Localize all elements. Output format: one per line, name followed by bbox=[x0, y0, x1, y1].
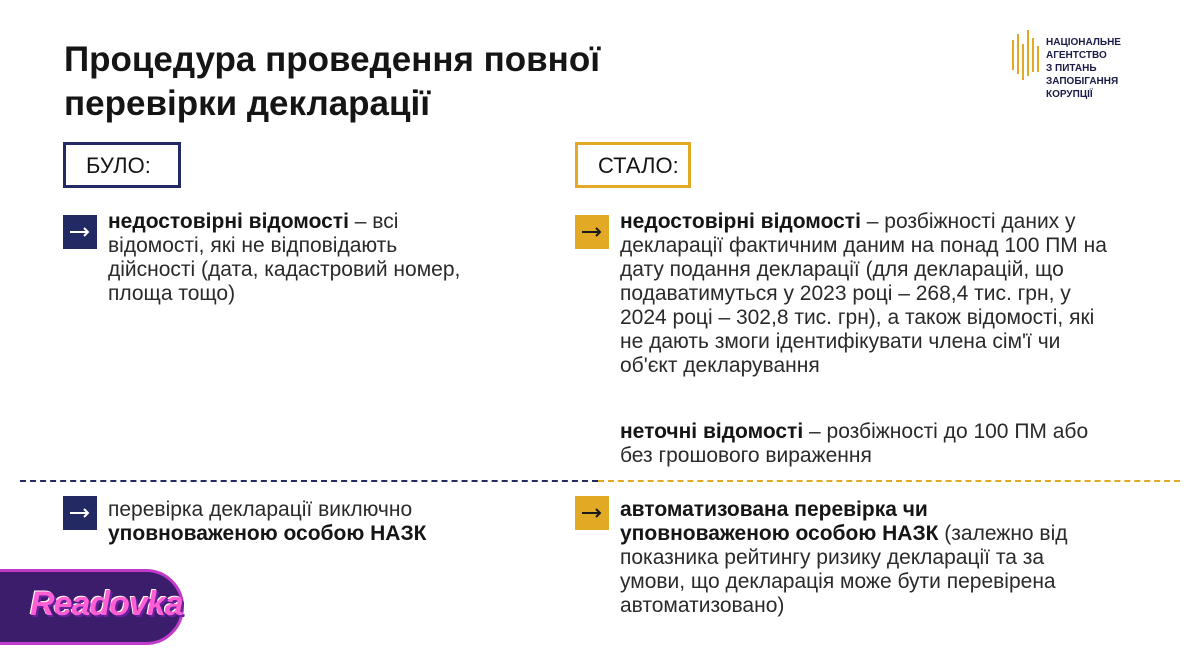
now-item-check-desc: (залежно від показника рейтингу ризику декларації та за умови, що декларація може бути перевірена автоматизовано) bbox=[620, 522, 1068, 617]
was-item-unreliable-desc: – всі відомості, які не відповідають дійсності (дата, кадастровий номер, площа тощо) bbox=[108, 210, 461, 305]
now-item-inaccurate-desc: – розбіжності до 100 ПМ або без грошового вираження bbox=[620, 420, 1089, 467]
now-item-unreliable bbox=[620, 210, 1120, 378]
was-item-unreliable-term: недостовірні відомості bbox=[108, 210, 349, 233]
watermark-text: Readovka bbox=[30, 585, 183, 623]
now-label: СТАЛО: bbox=[575, 142, 691, 188]
agency-logo bbox=[1010, 30, 1170, 100]
section-divider bbox=[20, 480, 598, 482]
was-label: БУЛО: bbox=[63, 142, 181, 188]
arrow-right-icon bbox=[575, 215, 609, 249]
page-title: Процедура проведення повної перевірки декларації bbox=[64, 40, 601, 123]
was-item-check-pre: перевірка декларації виключно bbox=[108, 498, 413, 521]
arrow-right-icon bbox=[63, 496, 97, 530]
was-item-unreliable bbox=[108, 210, 468, 306]
was-item-check bbox=[108, 498, 488, 546]
now-item-inaccurate bbox=[620, 420, 1120, 468]
readovka-watermark bbox=[0, 569, 186, 645]
nazk-logo-icon bbox=[1010, 30, 1042, 84]
was-item-check-bold: уповноваженою особою НАЗК bbox=[108, 522, 427, 545]
now-item-unreliable-desc: – розбіжності даних у декларації фактичним даним на понад 100 ПМ на дату подання декларації (для декларацій, що подаватимуться у 2023 році – 268,4 тис. грн, у 2024 році – 302,8 тис. грн), а також відомості, які не дають змоги ідентифікувати члена сім'ї чи об'єкт декларування bbox=[620, 210, 1107, 377]
now-item-check bbox=[620, 498, 1100, 618]
now-item-check-bold: автоматизована перевірка чи уповноваженою особою НАЗК bbox=[620, 498, 939, 545]
arrow-right-icon bbox=[575, 496, 609, 530]
section-divider bbox=[598, 480, 1180, 482]
now-item-unreliable-term: недостовірні відомості bbox=[620, 210, 861, 233]
arrow-right-icon bbox=[63, 215, 97, 249]
now-item-inaccurate-term: неточні відомості bbox=[620, 420, 804, 443]
logo-text: НАЦІОНАЛЬНЕ АГЕНТСТВО З ПИТАНЬ ЗАПОБІГАННЯ КОРУПЦІЇ bbox=[1046, 37, 1121, 100]
